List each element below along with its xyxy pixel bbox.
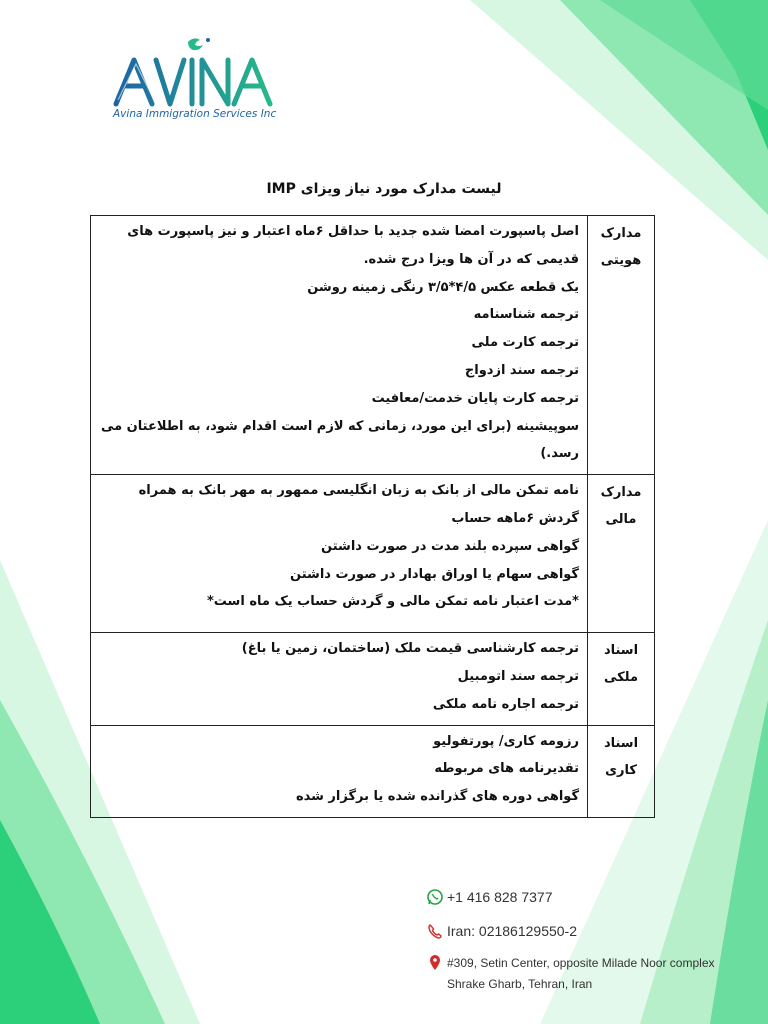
phone-row (426, 922, 577, 940)
category-line: ملکی (603, 670, 639, 686)
list-item: ترجمه کارت پایان خدمت/معافیت (371, 390, 579, 406)
category-work (588, 725, 655, 817)
list-item: ترجمه شناسنامه (473, 307, 579, 323)
address-row-2 (447, 977, 592, 991)
logo-tagline: Avina Immigration Services Inc (113, 108, 277, 120)
address-line-1: #309, Setin Center, opposite Milade Noor complex (447, 956, 715, 970)
list-item: ترجمه کارشناسی قیمت ملک (ساختمان، زمین یا باغ) (241, 641, 579, 657)
category-line: کاری (605, 762, 637, 778)
list-item: گواهی سپرده بلند مدت در صورت داشتن (321, 538, 579, 554)
list-item: ترجمه کارت ملی (471, 335, 579, 351)
category-line: هویتی (600, 253, 642, 268)
financial-items (91, 475, 588, 633)
category-line: مدارک (600, 485, 642, 501)
documents-table (90, 215, 655, 818)
list-item: یک قطعه عکس ۴/۵*۳/۵ رنگی زمینه روشن (307, 279, 579, 295)
category-property (588, 633, 655, 725)
table-row (91, 475, 655, 633)
identity-items (91, 216, 588, 475)
list-item: ترجمه اجاره نامه ملکی (432, 696, 579, 712)
list-item: سوپیشینه (برای این مورد، زمانی که لازم است اقدام شود، به اطلاعتان می رسد.) (100, 418, 579, 462)
category-financial (588, 475, 655, 633)
table-row (91, 633, 655, 725)
phone-icon (426, 922, 444, 940)
address-row (426, 954, 715, 972)
address-line-2: Shrake Gharb, Tehran, Iran (447, 977, 593, 991)
whatsapp-row (426, 888, 553, 906)
list-item: اصل پاسپورت امضا شده جدید با حداقل ۶ماه اعتبار و نیز پاسپورت های قدیمی که در آن ها ویزا درج شده. (127, 224, 579, 267)
list-item: نامه تمکن مالی از بانک به زبان انگلیسی ممهور به مهر بانک به همراه گردش ۶ماهه حساب (138, 483, 579, 526)
bird-icon (188, 38, 203, 50)
list-item: تقدیرنامه های مربوطه (434, 761, 579, 777)
location-pin-icon (426, 954, 444, 972)
list-item: گواهی سهام یا اوراق بهادار در صورت داشتن (290, 566, 579, 582)
category-line: اسناد (603, 643, 639, 659)
page-title: لیست مدارک مورد نیاز ویزای IMP (266, 181, 502, 197)
work-items (91, 725, 588, 817)
list-item: ترجمه سند ازدواج (464, 362, 579, 378)
category-line: مالی (605, 512, 637, 528)
list-item: رزومه کاری/ پورتفولیو (433, 733, 579, 749)
list-item: *مدت اعتبار نامه تمکن مالی و گردش حساب یک ماه است* (207, 594, 579, 610)
logo-letters (116, 60, 270, 104)
phone-number[interactable]: Iran: 02186129550-2 (447, 923, 577, 939)
whatsapp-icon (426, 888, 444, 906)
table-row (91, 725, 655, 817)
category-line: مدارک (600, 226, 642, 241)
table-row (91, 216, 655, 475)
property-items (91, 633, 588, 725)
whatsapp-number[interactable]: +1 416 828 7377 (447, 889, 553, 905)
category-line: اسناد (603, 735, 639, 751)
category-identity (588, 216, 655, 475)
list-item: گواهی دوره های گذرانده شده یا برگزار شده (295, 789, 579, 805)
list-item: ترجمه سند اتومبیل (457, 668, 579, 684)
